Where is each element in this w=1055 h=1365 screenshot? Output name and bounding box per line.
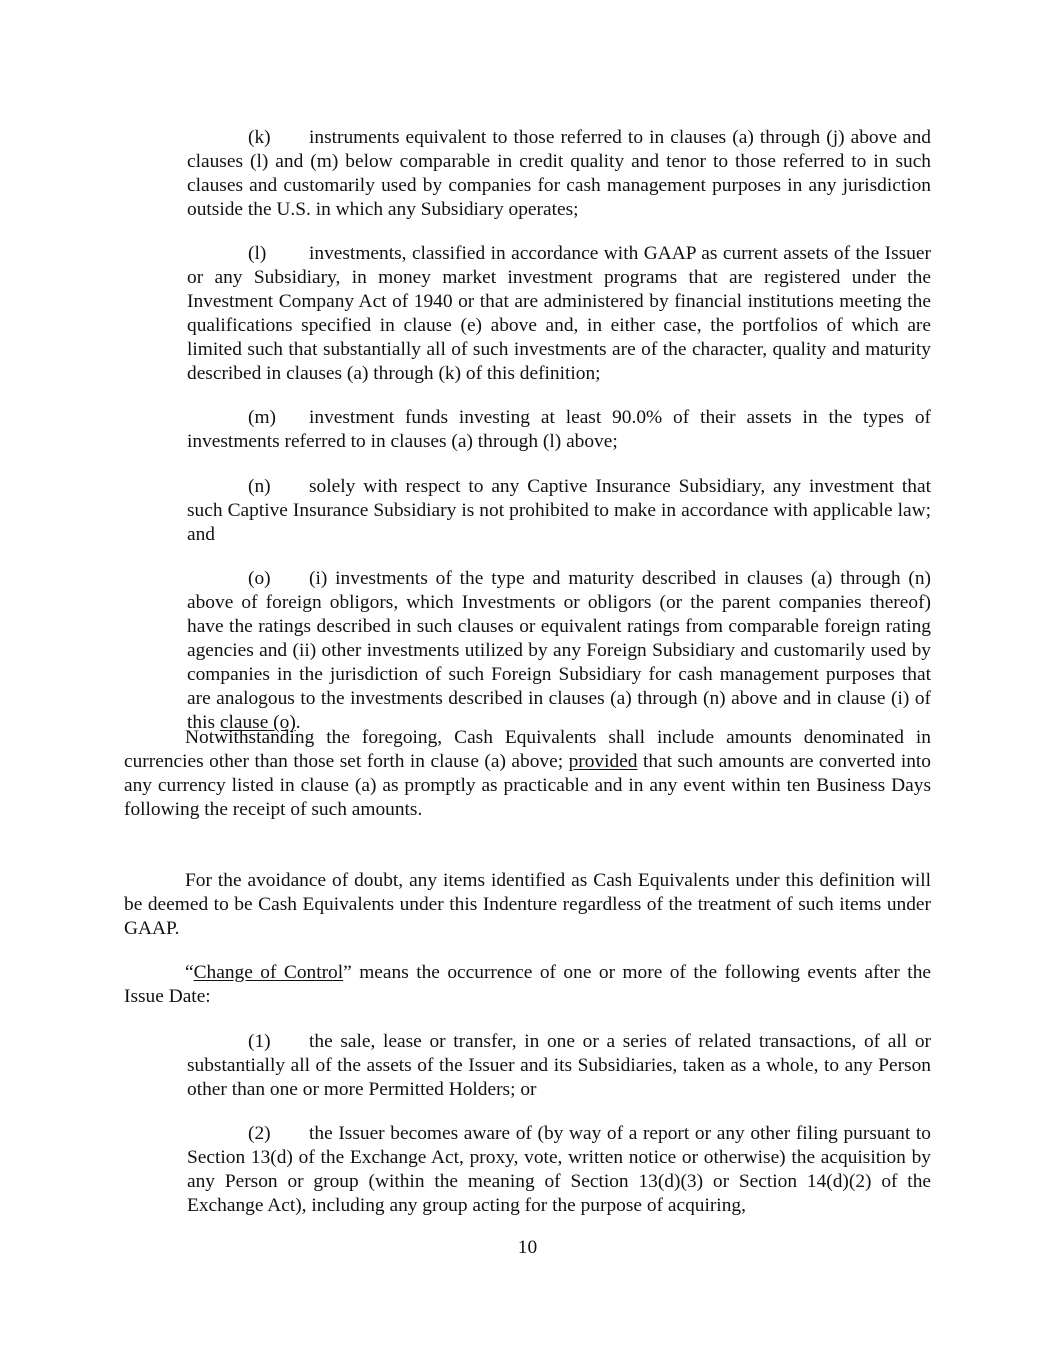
change-of-control-definition (124, 961, 931, 1009)
clause-text: investment funds investing at least 90.0% of their assets in the types of investments referred to in clauses (a) through (l) above; (187, 407, 931, 452)
defined-term: Change of Control (193, 962, 344, 983)
clause-label: (m) (248, 407, 276, 428)
clause-label: (k) (248, 127, 271, 148)
clause-text: the sale, lease or transfer, in one or a series of related transactions, of all or substantially all of the assets of the Issuer and its Subsidiaries, taken as a whole, to any Person other than one or more Permitted Holders; or (187, 1031, 931, 1100)
clause-o (187, 567, 931, 735)
clause-end: . (295, 712, 301, 733)
clause-n (187, 475, 931, 547)
clause-text: (i) investments of the type and maturity described in clauses (a) through (n) above of foreign obligors, which Investments or obligors (or the parent companies thereof) have the ratings described in such clauses or equivalent ratings from comparable foreign rating agencies and (ii) other investments utilized by any Foreign Subsidiary and customarily used by companies in the jurisdiction of such Foreign Subsidiary for cash management purposes that are analogous to the investments described in clauses (a) through (n) above and in clause (i) of this (187, 568, 931, 733)
clause-label: (n) (248, 476, 271, 497)
clause-text: investments, classified in accordance with GAAP as current assets of the Issuer or any Subsidiary, in money market investment programs that are registered under the Investment Company Act of 1940 or that are administered by financial institutions meeting the qualifications specified in clause (e) above and, in either case, the portfolios of which are limited such that substantially all of such investments are of the character, quality and maturity described in clauses (a) through (k) of this definition; (187, 243, 931, 384)
clause-label: (2) (248, 1123, 271, 1144)
open-quote: “ (185, 962, 194, 983)
definition-text: ” means the occurrence of one or more of the following events after the Issue Date: (124, 962, 931, 1007)
clause-m (187, 406, 931, 454)
clause-text: the Issuer becomes aware of (by way of a report or any other filing pursuant to Section 13(d) of the Exchange Act, proxy, vote, written notice or otherwise) the acquisition by any Person or group (within the meaning of Section 13(d)(3) or Section 14(d)(2) of the Exchange Act), including any group acting for the purpose of acquiring, (187, 1123, 931, 1216)
clause-1 (187, 1030, 931, 1102)
clause-label: (o) (248, 568, 271, 589)
clause-text: instruments equivalent to those referred to in clauses (a) through (j) above and clauses (l) and (m) below comparable in credit quality and tenor to those referred to in such clauses and customarily used by companies for cash management purposes in any jurisdiction outside the U.S. in which any Subsidiary operates; (187, 127, 931, 220)
clause-l (187, 242, 931, 386)
notwithstanding-paragraph (124, 726, 931, 822)
clause-text: solely with respect to any Captive Insurance Subsidiary, any investment that such Captive Insurance Subsidiary is not prohibited to make in accordance with applicable law; and (187, 476, 931, 545)
clause-k (187, 126, 931, 222)
avoidance-paragraph (124, 869, 931, 941)
page-number: 10 (517, 1237, 538, 1258)
clause-2 (187, 1122, 931, 1218)
clause-label: (1) (248, 1031, 271, 1052)
clause-o-reference: clause (o) (219, 712, 296, 733)
provided-term: provided (568, 751, 638, 772)
notwithstanding-rest: that such amounts are converted into any currency listed in clause (a) as promptly as practicable and in any event within ten Business Days following the receipt of such amounts. (124, 751, 931, 820)
notwithstanding-text: Notwithstanding the foregoing, Cash Equivalents shall include amounts denominated in currencies other than those set forth in clause (a) above; (124, 727, 931, 772)
clause-label: (l) (248, 243, 267, 264)
avoidance-text: For the avoidance of doubt, any items identified as Cash Equivalents under this definition will be deemed to be Cash Equivalents under this Indenture regardless of the treatment of such items under GAAP. (124, 870, 931, 939)
